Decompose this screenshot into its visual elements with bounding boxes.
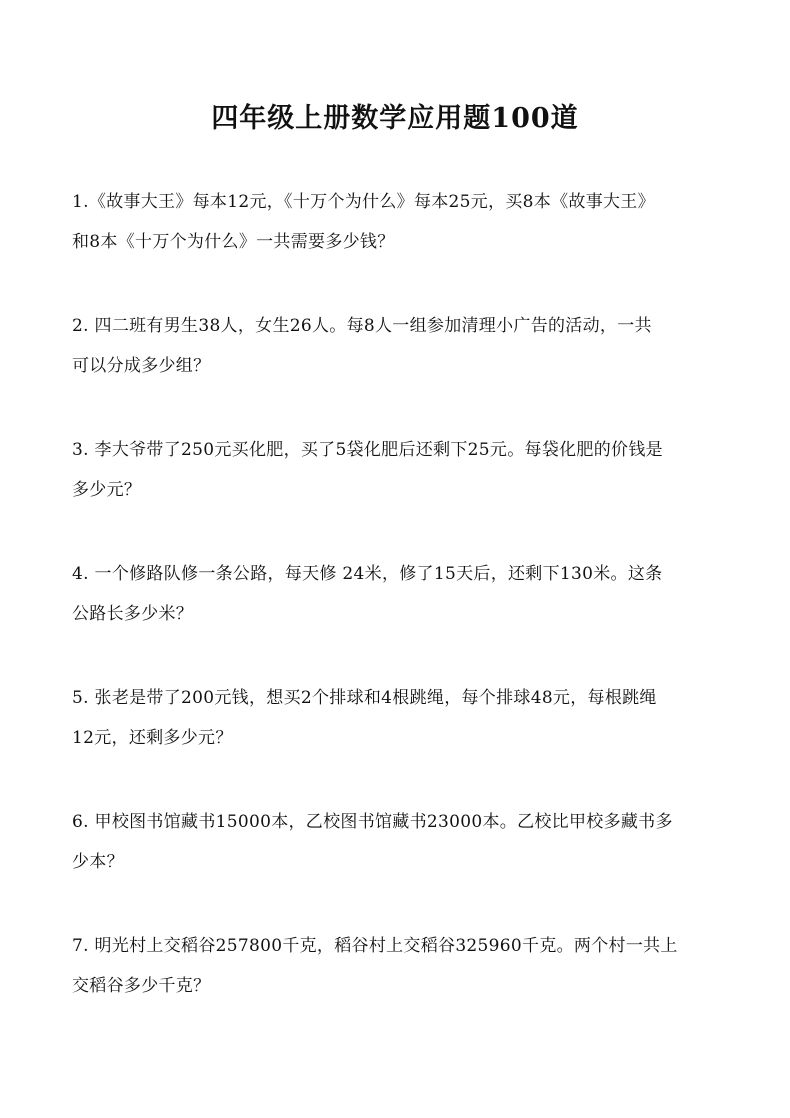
problem-4 bbox=[72, 558, 732, 682]
problem-line: 4. 一个修路队修一条公路，每天修 24米，修了15天后，还剩下130米。这条 bbox=[72, 564, 663, 584]
problem-line: 7. 明光村上交稻谷257800千克，稻谷村上交稻谷325960千克。两个村一共上 bbox=[72, 936, 678, 956]
problem-line: 和8本《十万个为什么》一共需要多少钱？ bbox=[72, 232, 395, 252]
problem-line: 公路长多少米？ bbox=[72, 604, 194, 624]
problem-line: 5. 张老是带了200元钱，想买2个排球和4根跳绳，每个排球48元，每根跳绳 bbox=[72, 688, 657, 708]
problem-2 bbox=[72, 310, 732, 434]
problem-line: 1.《故事大王》每本12元，《十万个为什么》每本25元，买8本《故事大王》 bbox=[72, 192, 655, 212]
problem-7 bbox=[72, 930, 732, 1054]
problem-line: 多少元？ bbox=[72, 480, 142, 500]
page-title: 四年级上册数学应用题100道 bbox=[211, 103, 579, 134]
problem-3 bbox=[72, 434, 732, 558]
problem-6 bbox=[72, 806, 732, 930]
problem-5 bbox=[72, 682, 732, 806]
problem-1 bbox=[72, 186, 732, 310]
problem-line: 2. 四二班有男生38人，女生26人。每8人一组参加清理小广告的活动，一共 bbox=[72, 316, 652, 336]
problem-line: 少本？ bbox=[72, 852, 124, 872]
problem-list bbox=[72, 186, 732, 1054]
problem-line: 交稻谷多少千克？ bbox=[72, 976, 211, 996]
problem-line: 6. 甲校图书馆藏书15000本，乙校图书馆藏书23000本。乙校比甲校多藏书多 bbox=[72, 812, 673, 832]
problem-line: 12元，还剩多少元？ bbox=[72, 728, 233, 748]
problem-line: 可以分成多少组？ bbox=[72, 356, 211, 376]
problem-line: 3. 李大爷带了250元买化肥，买了5袋化肥后还剩下25元。每袋化肥的价钱是 bbox=[72, 440, 663, 460]
